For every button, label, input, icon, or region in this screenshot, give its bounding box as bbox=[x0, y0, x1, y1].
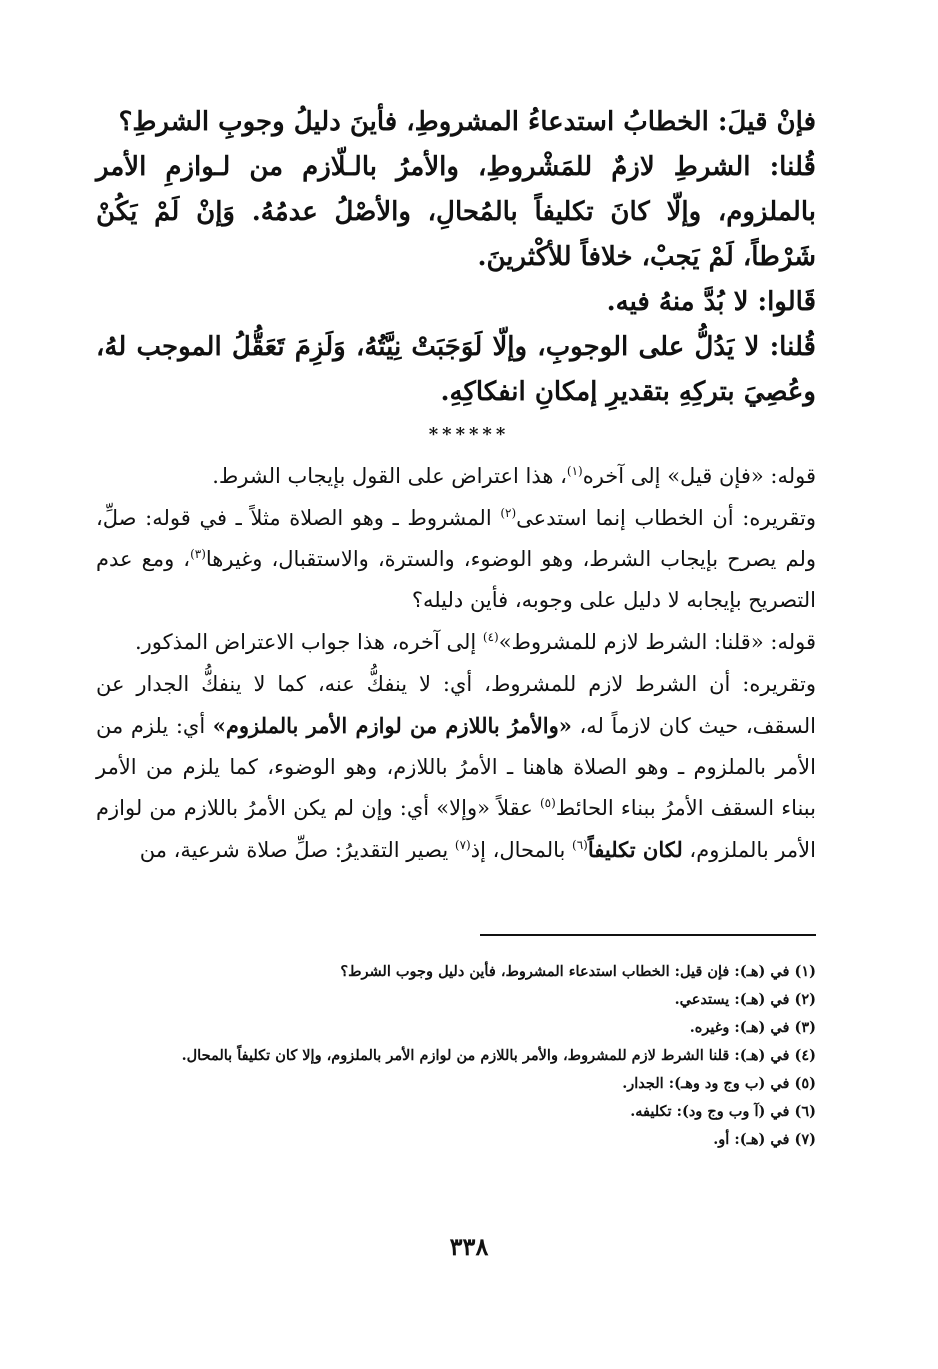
matn-text bbox=[96, 100, 816, 415]
footnote: (٦) في (آ وب وج ود): تكليفه. bbox=[630, 1103, 816, 1120]
quoted-matn: لكان تكليفاً bbox=[587, 837, 683, 862]
commentary-paragraph: وتقريره: أن الشرط لازم للمشروط، أي: لا ينفكُّ عنه، كما لا ينفكُّ الجدار عن السقف، حيث كان لازماً له، «والأمرُ باللازم من لوازم الأمر بالملزوم» أي: يلزم من الأمر بالملزوم ـ وهو الصلاة هاهنا ـ الأمرُ باللازم، وهو الوضوء، كما يلزم من الأمر ببناء السقف الأمرُ ببناء الحائط$^{(٥)}$ عقلاً «وإلا» أي: وإن لم يكن الأمرُ باللازم من لوازم الأمر بالملزوم، لكان تكليفاً$^{(٦)}$ بالمحال، إذ$^{(٧)}$ يصير التقديرُ: صلِّ صلاة شرعية، من bbox=[96, 672, 816, 862]
footnote: (٤) في (هـ): قلنا الشرط لازم للمشروط، والأمر باللازم من لوازم الأمر بالملزوم، وإلا كان تكليفاً بالمحال. bbox=[181, 1047, 816, 1064]
footnote: (٥) في (ب وج ود وهـ): الجدار. bbox=[622, 1075, 816, 1092]
quoted-matn: «والأمرُ باللازم من لوازم الأمر بالملزوم» bbox=[212, 713, 572, 738]
matn-paragraph: قُلنا: الشرطِ لازمٌ للمَشْروطِ، والأمرُ بالـلّازم من لـوازمِ الأمر بالملزوم، وإلّا كانَ تكليفاً بالمُحالِ، والأصْلُ عدمُهُ. وَإنْ لَمْ يَكُنْ شَرْطاً، لَمْ يَجبْ، خلافاً للأكْثرينَ. bbox=[96, 152, 816, 272]
footnote-ref[interactable]: (٧) bbox=[454, 838, 471, 852]
footnotes bbox=[96, 958, 816, 1154]
footnote-ref[interactable]: (٣) bbox=[190, 547, 206, 561]
matn-paragraph: قَالوا: لا بُدَّ منهُ فيه. bbox=[606, 287, 816, 317]
footnote-ref[interactable]: (٥) bbox=[539, 796, 556, 810]
footnote: (١) في (هـ): فإن قيل: الخطاب استدعاء المشروط، فأين دليل وجوب الشرط؟ bbox=[340, 963, 816, 980]
footnote: (٣) في (هـ): وغيره. bbox=[689, 1019, 816, 1036]
matn-paragraph: قُلنا: لا يَدُلُّ على الوجوبِ، وإلّا لَوَجَبَتْ نِيَّتُهُ، وَلَزِمَ تَعَقُّلُ الموجب لهُ، وعُصِيَ بتركِهِ بتقديرِ إمكانِ انفكاكِهِ. bbox=[96, 332, 816, 407]
footnote-ref[interactable]: (٢) bbox=[500, 506, 517, 520]
footnote-divider bbox=[480, 934, 816, 936]
commentary-paragraph: قوله: «قلنا: الشرط لازم للمشروط»$^{(٤)}$ إلى آخره، هذا جواب الاعتراض المذكور. bbox=[134, 630, 816, 654]
footnote-ref[interactable]: (٦) bbox=[572, 838, 588, 852]
footnote: (٧) في (هـ): أو. bbox=[713, 1131, 816, 1148]
page-number: ٣٣٨ bbox=[449, 1232, 489, 1261]
commentary-paragraph: قوله: «فإن قيل» إلى آخره$^{(١)}$، هذا اعتراض على القول بإيجاب الشرط. bbox=[212, 464, 816, 488]
footnote: (٢) في (هـ): يستدعي. bbox=[674, 991, 816, 1008]
matn-paragraph: فإنْ قيلَ: الخطابُ استدعاءُ المشروطِ، فأينَ دليلُ وجوبِ الشرطِ؟ bbox=[118, 107, 816, 137]
footnote-ref[interactable]: (١) bbox=[566, 464, 583, 478]
footnote-ref[interactable]: (٤) bbox=[482, 630, 499, 644]
commentary-text bbox=[96, 456, 816, 871]
commentary-paragraph: وتقريره: أن الخطاب إنما استدعى$^{(٢)}$ المشروط ـ وهو الصلاة مثلاً ـ في قوله: صلِّ، ولم يصرح بإيجاب الشرط، وهو الوضوء، والسترة، والاستقبال، وغيرها$^{(٣)}$، ومع عدم التصريح بإيجابه لا دليل على وجوبه، فأين دليله؟ bbox=[96, 506, 816, 612]
section-separator: ****** bbox=[428, 424, 510, 445]
